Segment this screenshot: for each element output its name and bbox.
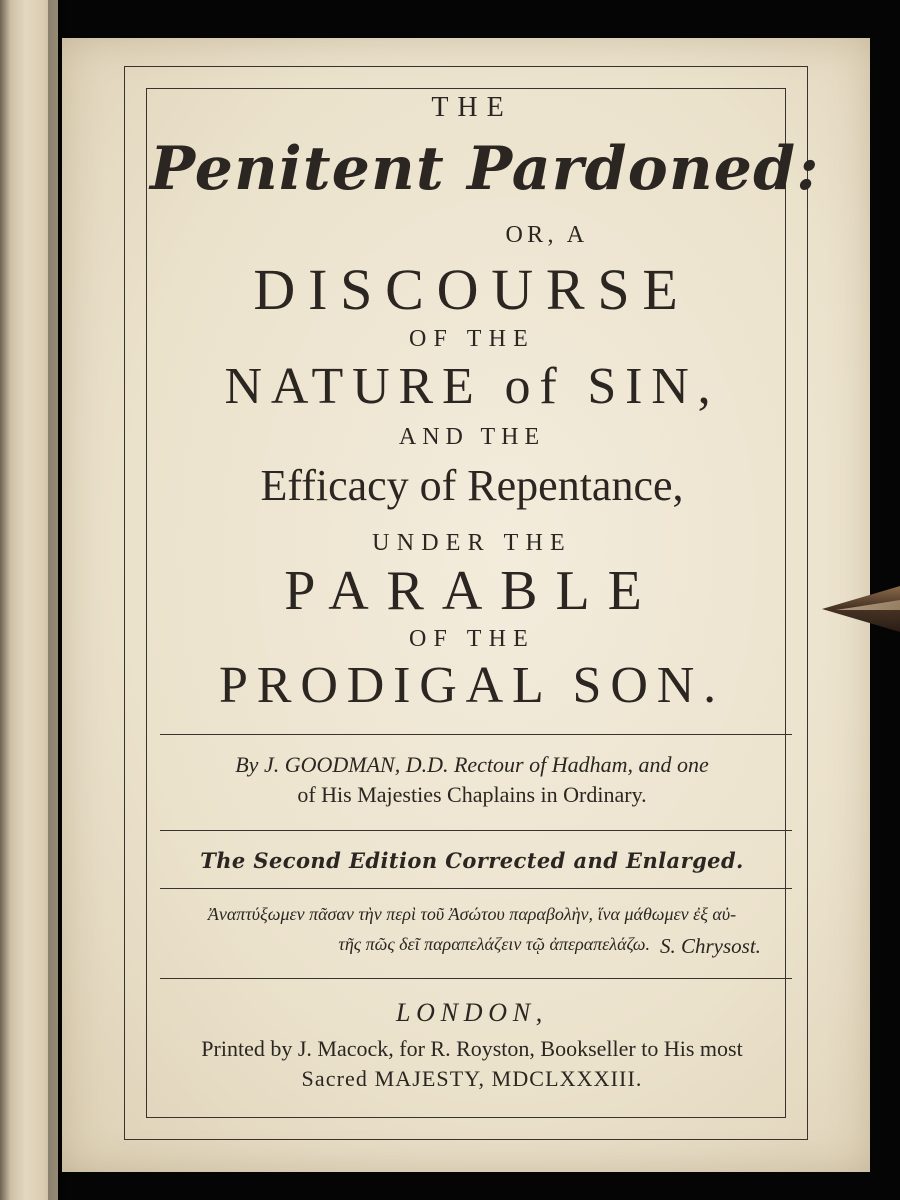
divider-rule-4 <box>160 978 792 979</box>
title-discourse: DISCOURSE <box>253 257 691 322</box>
imprint-line-2: Sacred MAJESTY, MDCLXXXIII. <box>301 1066 643 1091</box>
edition-statement: The Second Edition Corrected and Enlarged. <box>200 848 744 873</box>
author-line-2: of His Majesties Chaplains in Ordinary. <box>297 782 647 807</box>
author-line-1: By J. GOODMAN, D.D. Rectour of Hadham, and one <box>235 752 709 777</box>
divider-rule-1 <box>160 734 792 735</box>
title-efficacy: Efficacy of Repentance, <box>260 461 684 510</box>
title-of-the-1: OF THE <box>408 326 536 352</box>
title-nature-of-sin: NATURE of SIN, <box>224 358 720 415</box>
title-prodigal-son: PRODIGAL SON. <box>219 657 725 714</box>
divider-rule-3 <box>160 888 792 889</box>
imprint-line-1: Printed by J. Macock, for R. Royston, Bookseller to His most <box>201 1036 743 1061</box>
epigraph-line-1: Ἀναπτύξωμεν πᾶσαν τὴν περὶ τοῦ Ἀσώτου παραβολὴν, ἵνα μάθωμεν ἐξ αὐ- <box>207 904 737 924</box>
epigraph-line-2: τῆς πῶς δεῖ παραπελάζειν τῷ ἀπεραπελάζω. <box>338 934 650 954</box>
subtitle-or-a: OR, A <box>505 222 589 248</box>
imprint-city: LONDON, <box>395 998 548 1027</box>
divider-rule-2 <box>160 830 792 831</box>
epigraph-attribution: S. Chrysost. <box>660 934 761 958</box>
main-title: Penitent Pardoned: <box>150 134 820 204</box>
title-and-the: AND THE <box>398 424 546 450</box>
title-parable: PARABLE <box>284 560 660 622</box>
title-of-the-2: OF THE <box>408 626 536 652</box>
title-the: THE <box>431 92 513 123</box>
title-under-the: UNDER THE <box>372 530 572 556</box>
